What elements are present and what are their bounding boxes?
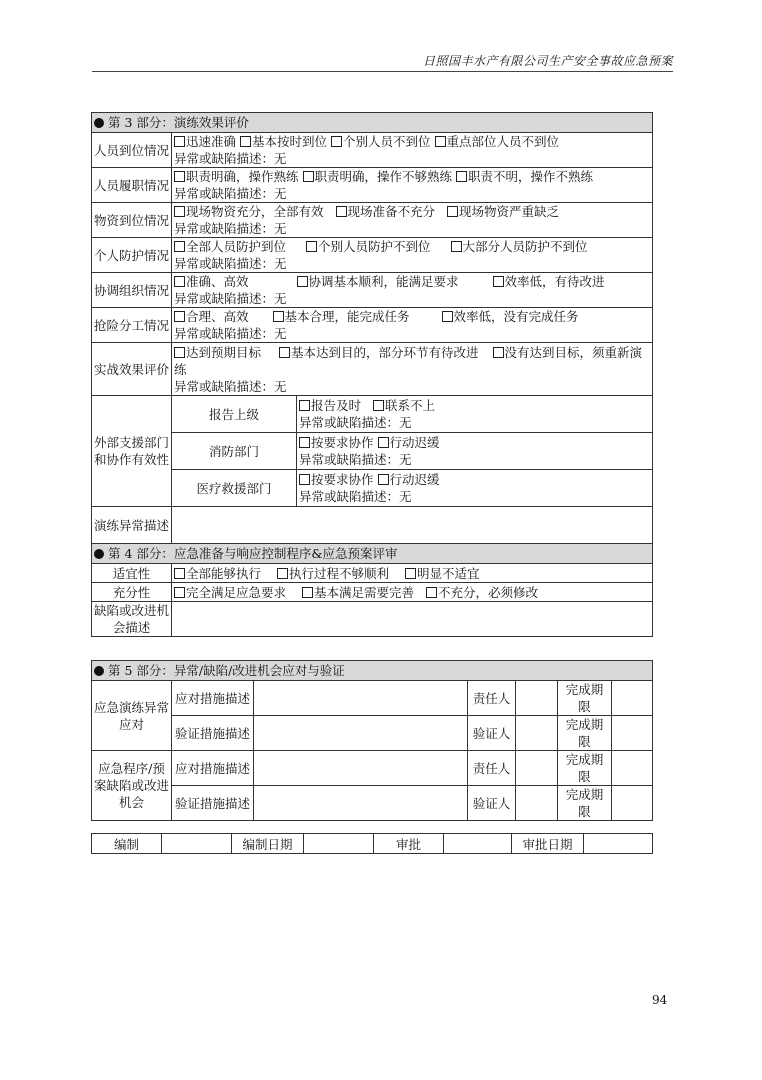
option-label: 大部分人员防护不到位 [462, 239, 588, 254]
measure-label: 应对措施描述 [172, 681, 254, 716]
option-label: 明显不适宜 [417, 565, 480, 581]
checkbox[interactable] [174, 136, 185, 147]
responsible-field[interactable] [516, 681, 558, 716]
prepared-date-label: 编制日期 [232, 834, 304, 854]
signoff-row [92, 834, 653, 854]
row-label: 个人防护情况 [92, 238, 172, 273]
anomaly-desc: 异常或缺陷描述：无 [174, 256, 287, 271]
option-label: 职责不明，操作不熟练 [468, 169, 594, 184]
deadline-label: 完成期限 [558, 716, 612, 751]
checkbox[interactable] [373, 400, 384, 411]
page-header-title: 日照国丰水产有限公司生产安全事故应急预案 [422, 54, 673, 68]
row-label: 适宜性 [92, 564, 172, 583]
measure-label: 验证措施描述 [172, 716, 254, 751]
checkbox[interactable] [405, 568, 416, 579]
page-number: 94 [652, 993, 668, 1007]
option-label: 个别人员防护不到位 [318, 239, 431, 254]
option-label: 按要求协作 [311, 472, 374, 487]
measure-field[interactable] [254, 786, 468, 821]
row-adequacy [92, 583, 653, 602]
option-label: 执行过程不够顺利 [289, 565, 390, 581]
row-label: 人员到位情况 [92, 133, 172, 168]
option-label: 基本达到目的，部分环节有待改进 [291, 344, 479, 360]
dept-name: 报告上级 [172, 396, 297, 433]
option-line [174, 565, 650, 582]
row-drill-response [92, 681, 653, 716]
deadline-label: 完成期限 [558, 751, 612, 786]
option-label: 现场物资严重缺乏 [459, 204, 560, 219]
defect-desc-field[interactable] [172, 602, 653, 637]
checkbox[interactable] [174, 206, 185, 217]
row-plan-response [92, 751, 653, 786]
anomaly-desc: 异常或缺陷描述：无 [174, 326, 287, 341]
row-external-medical [92, 470, 653, 507]
anomaly-desc: 异常或缺陷描述：无 [299, 415, 412, 430]
response-table [91, 660, 653, 821]
option-line [174, 168, 650, 185]
option-label: 基本满足需要完善 [314, 584, 415, 600]
anomaly-desc: 异常或缺陷描述：无 [174, 186, 287, 201]
checkbox[interactable] [174, 276, 185, 287]
option-line [299, 397, 650, 414]
dept-name: 消防部门 [172, 433, 297, 470]
anomaly-desc: 异常或缺陷描述：无 [299, 489, 412, 504]
row-label: 人员履职情况 [92, 168, 172, 203]
checkbox[interactable] [331, 136, 342, 147]
option-line [299, 434, 650, 451]
option-label: 行动迟缓 [389, 472, 440, 487]
bullet-icon [94, 549, 104, 559]
section4-title: 第 4 部分：应急准备与响应控制程序&应急预案评审 [107, 546, 398, 561]
checkbox[interactable] [302, 587, 313, 598]
row-label: 充分性 [92, 583, 172, 602]
checkbox[interactable] [279, 347, 290, 358]
option-label: 效率低，有待改进 [504, 274, 605, 289]
prepared-date-field[interactable] [304, 834, 374, 854]
option-line [174, 308, 650, 325]
bullet-icon [94, 666, 104, 676]
checkbox[interactable] [426, 587, 437, 598]
option-label: 合理、高效 [186, 309, 249, 324]
row-suitability [92, 564, 653, 583]
option-label: 迅速准确 [186, 134, 237, 149]
row-label: 缺陷或改进机会描述 [92, 602, 172, 637]
deadline-label: 完成期限 [558, 786, 612, 821]
option-label: 达到预期目标 [186, 344, 262, 360]
row-plan-verify [92, 786, 653, 821]
option-label: 不充分，必须修改 [438, 584, 539, 600]
measure-field[interactable] [254, 681, 468, 716]
section5-title: 第 5 部分：异常/缺陷/改进机会应对与验证 [107, 663, 345, 678]
bullet-icon [94, 118, 104, 128]
checkbox[interactable] [240, 136, 251, 147]
checkbox[interactable] [447, 206, 458, 217]
checkbox[interactable] [299, 437, 310, 448]
deadline-field[interactable] [612, 751, 653, 786]
row-label: 协调组织情况 [92, 273, 172, 308]
option-label: 基本按时到位 [252, 134, 328, 149]
row-label: 外部支援部门和协作有效性 [92, 396, 172, 507]
option-label: 协调基本顺利，能满足要求 [308, 274, 459, 289]
option-label: 报告及时 [311, 398, 362, 413]
anomaly-desc: 异常或缺陷描述：无 [299, 452, 412, 467]
checkbox[interactable] [174, 241, 185, 252]
row-label: 实战效果评价 [92, 343, 172, 396]
section3-header [92, 113, 653, 133]
checkbox[interactable] [456, 171, 467, 182]
checkbox[interactable] [435, 136, 446, 147]
approved-date-field[interactable] [584, 834, 653, 854]
verifier-field[interactable] [516, 786, 558, 821]
section4-header [92, 544, 653, 564]
row-label: 演练异常描述 [92, 507, 172, 544]
option-label: 现场物资充分，全部有效 [186, 204, 324, 219]
checkbox[interactable] [299, 474, 310, 485]
option-line [174, 238, 650, 255]
checkbox[interactable] [297, 276, 308, 287]
verifier-field[interactable] [516, 716, 558, 751]
row-drill-anomaly [92, 507, 653, 544]
checkbox[interactable] [306, 241, 317, 252]
verifier-label: 验证人 [468, 786, 516, 821]
checkbox[interactable] [451, 241, 462, 252]
checkbox[interactable] [303, 171, 314, 182]
anomaly-desc: 异常或缺陷描述：无 [174, 221, 287, 236]
option-label: 职责明确，操作熟练 [186, 169, 299, 184]
anomaly-desc: 异常或缺陷描述：无 [174, 151, 287, 166]
option-line [174, 584, 650, 601]
header-divider [92, 71, 673, 72]
checkbox[interactable] [493, 276, 504, 287]
anomaly-desc: 异常或缺陷描述：无 [174, 291, 287, 306]
row-personnel-arrival [92, 133, 653, 168]
measure-label: 应对措施描述 [172, 751, 254, 786]
option-label: 职责明确，操作不够熟练 [314, 169, 453, 184]
row-defect-desc [92, 602, 653, 637]
checkbox[interactable] [378, 474, 389, 485]
section3-title: 第 3 部分：演练效果评价 [107, 115, 249, 130]
row-materials [92, 203, 653, 238]
option-line [174, 273, 650, 290]
checkbox[interactable] [442, 311, 453, 322]
checkbox[interactable] [378, 437, 389, 448]
row-label: 抢险分工情况 [92, 308, 172, 343]
option-label: 完全满足应急要求 [186, 584, 287, 600]
option-label: 全部人员防护到位 [186, 239, 287, 254]
drill-anomaly-field[interactable] [172, 507, 653, 544]
approved-date-label: 审批日期 [512, 834, 584, 854]
checkbox[interactable] [493, 347, 504, 358]
option-label: 效率低，没有完成任务 [453, 309, 579, 324]
deadline-label: 完成期限 [558, 681, 612, 716]
measure-field[interactable] [254, 751, 468, 786]
responsible-label: 责任人 [468, 751, 516, 786]
row-combat-effect [92, 343, 653, 396]
verifier-label: 验证人 [468, 716, 516, 751]
option-label: 个别人员不到位 [343, 134, 431, 149]
signoff-table [91, 833, 653, 854]
evaluation-table [91, 112, 653, 637]
checkbox[interactable] [273, 311, 284, 322]
option-label: 现场准备不充分 [347, 204, 436, 219]
option-line [174, 344, 650, 378]
dept-name: 医疗救援部门 [172, 470, 297, 507]
option-line [299, 471, 650, 488]
measure-label: 验证措施描述 [172, 786, 254, 821]
option-label: 没有达到目标，须重新演练 [174, 344, 643, 377]
group-label: 应急演练异常应对 [92, 681, 172, 751]
deadline-field[interactable] [612, 681, 653, 716]
checkbox[interactable] [277, 568, 288, 579]
option-line [174, 133, 650, 150]
row-external-fire [92, 433, 653, 470]
option-label: 准确、高效 [186, 274, 249, 289]
option-label: 重点部位人员不到位 [446, 134, 560, 149]
option-label: 按要求协作 [311, 435, 374, 450]
option-line [174, 203, 650, 220]
approved-label: 审批 [374, 834, 444, 854]
option-label: 行动迟缓 [389, 435, 440, 450]
row-drill-verify [92, 716, 653, 751]
group-label: 应急程序/预案缺陷或改进机会 [92, 751, 172, 821]
row-coordination [92, 273, 653, 308]
checkbox[interactable] [299, 400, 310, 411]
checkbox[interactable] [174, 347, 185, 358]
option-label: 基本合理，能完成任务 [284, 309, 410, 324]
option-label: 全部能够执行 [186, 565, 262, 581]
prepared-field[interactable] [162, 834, 232, 854]
checkbox[interactable] [174, 311, 185, 322]
deadline-field[interactable] [612, 716, 653, 751]
responsible-label: 责任人 [468, 681, 516, 716]
option-label: 联系不上 [385, 398, 436, 413]
checkbox[interactable] [174, 171, 185, 182]
section5-header [92, 661, 653, 681]
approved-field[interactable] [444, 834, 512, 854]
measure-field[interactable] [254, 716, 468, 751]
checkbox[interactable] [336, 206, 347, 217]
row-external-report [92, 396, 653, 433]
row-protection [92, 238, 653, 273]
row-personnel-duty [92, 168, 653, 203]
prepared-label: 编制 [92, 834, 162, 854]
responsible-field[interactable] [516, 751, 558, 786]
row-label: 物资到位情况 [92, 203, 172, 238]
checkbox[interactable] [174, 587, 185, 598]
checkbox[interactable] [174, 568, 185, 579]
deadline-field[interactable] [612, 786, 653, 821]
anomaly-desc: 异常或缺陷描述：无 [174, 378, 287, 394]
row-rescue-division [92, 308, 653, 343]
